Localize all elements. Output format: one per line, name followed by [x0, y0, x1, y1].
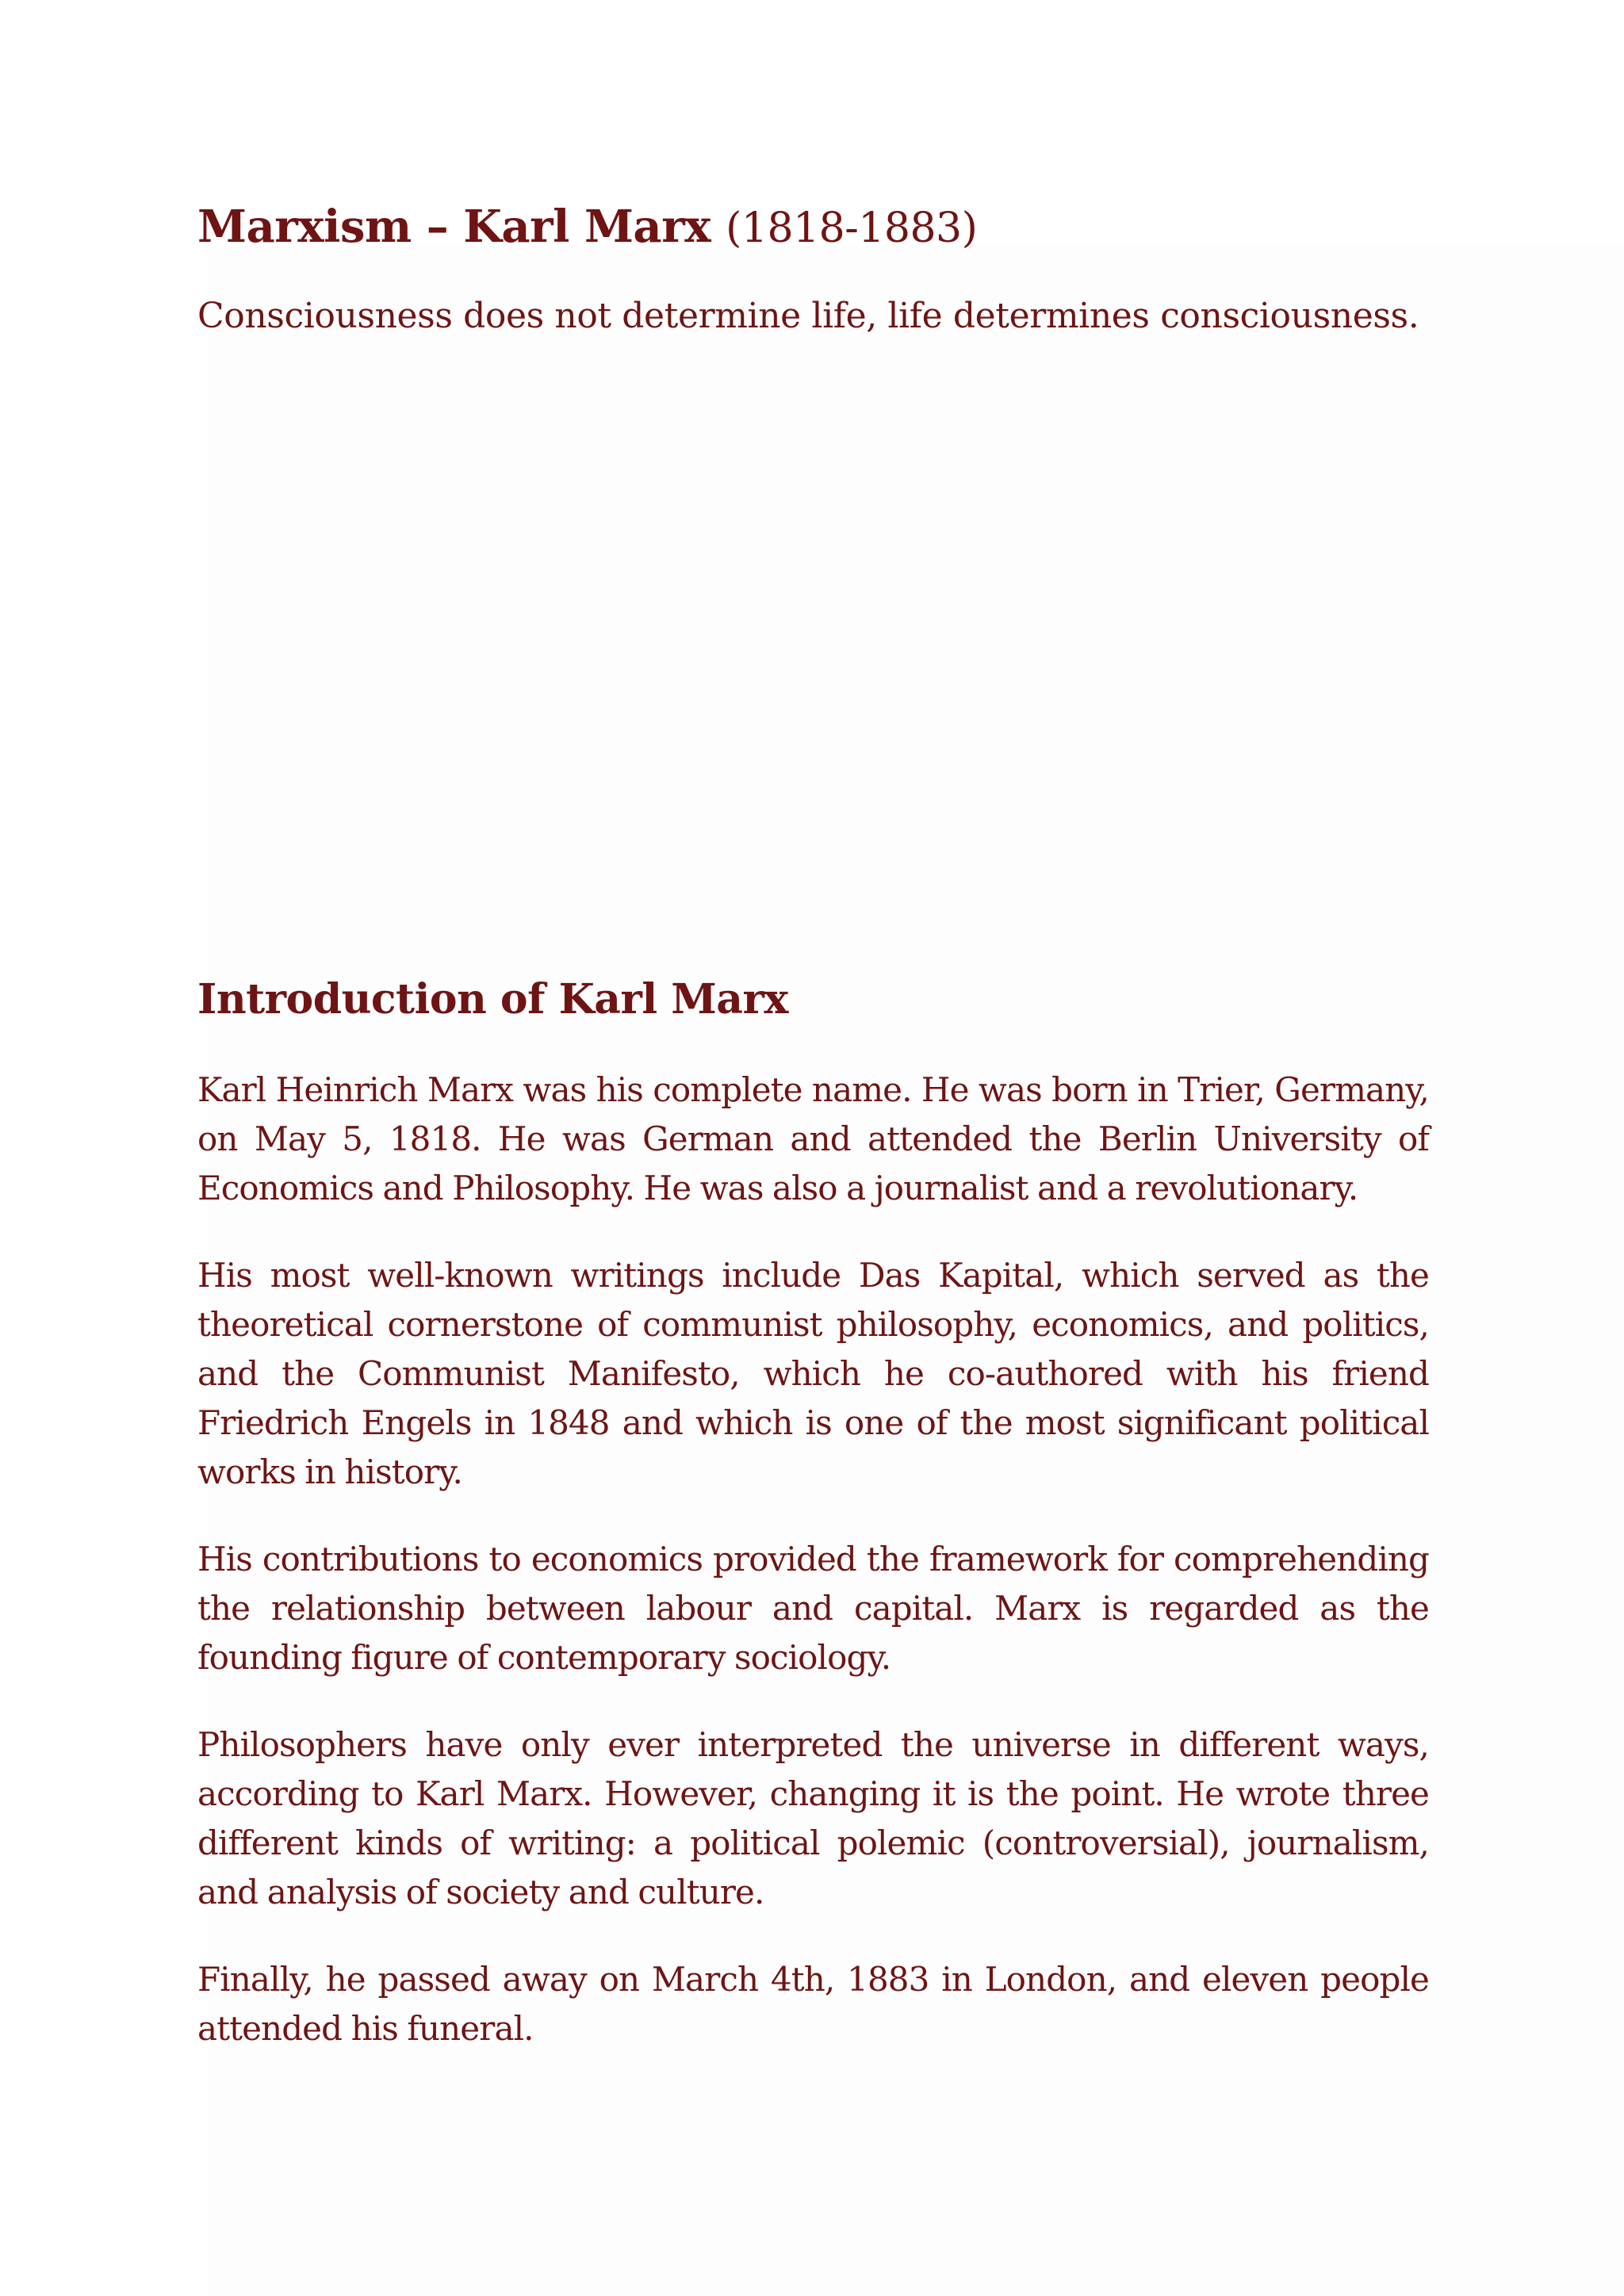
title-years: (1818-1883) — [726, 205, 978, 252]
body-paragraph: Philosophers have only ever interpreted the universe in different ways, according to Karl Marx. However, changing it is the point. He wrote three different kinds of writing: a political polemic (controversial), journalism, and analysis of society and culture. — [197, 1725, 1429, 1911]
body-paragraph: Karl Heinrich Marx was his complete name. He was born in Trier, Germany, on May 5, 1818. He was German and attended the Berlin University of Economics and Philosophy. He was also a journalist and a revolutionary. — [197, 1070, 1429, 1207]
document-title — [197, 195, 977, 260]
body-paragraph: His contributions to economics provided the framework for comprehending the relationship between labour and capital. Marx is regarded as the founding figure of contemporary sociology. — [197, 1540, 1429, 1677]
body-paragraph: Finally, he passed away on March 4th, 1883 in London, and eleven people attended his funeral. — [197, 1960, 1429, 2048]
epigraph-quote: Consciousness does not determine life, life determines consciousness. — [197, 296, 1419, 336]
body-paragraph: His most well-known writings include Das Kapital, which served as the theoretical cornerstone of communist philosophy, economics, and politics, and the Communist Manifesto, which he co-authored with his friend Friedrich Engels in 1848 and which is one of the most significant political works in history. — [197, 1256, 1429, 1491]
section-heading: Introduction of Karl Marx — [197, 975, 788, 1024]
title-main: Marxism – Karl Marx — [197, 201, 711, 253]
